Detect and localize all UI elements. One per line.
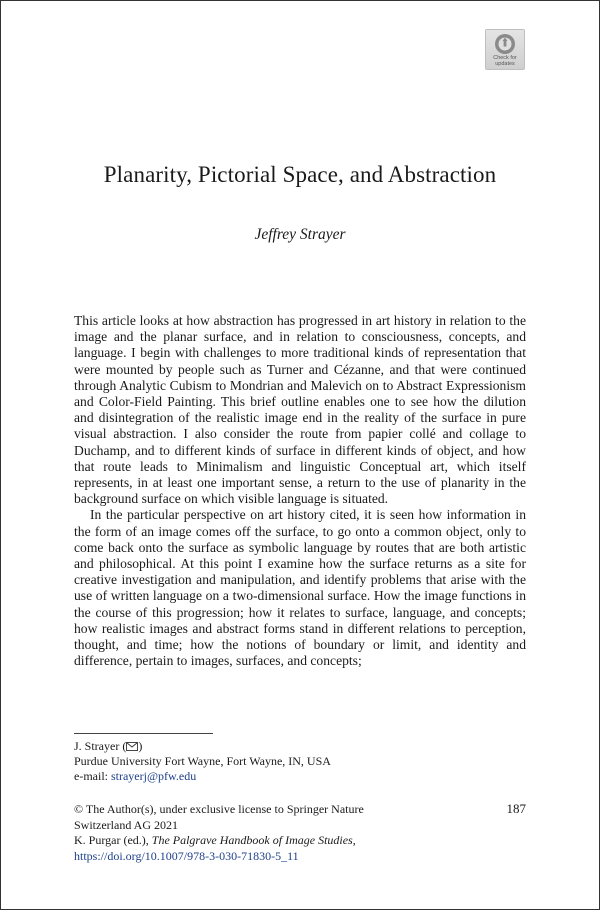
author-affiliation [74,739,414,784]
affiliation-institution: Purdue University Fort Wayne, Fort Wayne, IN, USA [74,754,331,768]
footnote-divider [74,733,213,734]
badge-text-line1: Check for [493,55,517,61]
affiliation-name-line [74,739,414,754]
abstract [74,313,526,669]
affiliation-name: J. Strayer ( [74,739,127,753]
citation-book-suffix: , [352,833,356,847]
check-updates-icon [494,33,516,55]
copyright-line-2: Switzerland AG 2021 [74,817,178,832]
citation-book-title: The Palgrave Handbook of Image Studies [151,833,353,847]
badge-text-line2: updates [495,61,515,67]
citation-line [74,833,454,849]
citation-editor: K. Purgar (ed.), [74,833,152,847]
abstract-paragraph-2: In the particular perspective on art history cited, it is seen how information in the form of an image comes off the surface, to go onto a common object, only to come back onto the surface as symbolic language by routes that are both artistic and philosophical. At this point I examine how the surface returns as a site for creative investigation and manipulation, and identify problems that arise with the use of written language on a two-dimensional surface. How the image functions in the course of this progression; how it relates to surface, language, and concepts; how realistic images and abstract forms stand in different relations to perception, thought, and time; how the notions of boundary or limit, and identity and difference, pertain to images, surfaces, and concepts; [74,507,526,669]
email-link[interactable]: strayerj@pfw.edu [110,769,197,783]
copyright-block [74,802,454,864]
author-name: Jeffrey Strayer [254,226,346,243]
doi-link[interactable]: https://doi.org/10.1007/978-3-030-71830-5_11 [74,848,299,863]
abstract-paragraph-1: This article looks at how abstraction has progressed in art history in relation to the image and the planar surface, and in relation to consciousness, concepts, and language. I begin with challenges to more traditional kinds of representation that were mounted by people such as Turner and Cézanne, and that were continued through Analytic Cubism to Mondrian and Malevich on to Abstract Expressionism and Color-Field Painting. This brief outline enables one to see how the dilution and disintegration of the realistic image end in the reality of the surface in pure visual abstraction. I also consider the route from papier collé and collage to Duchamp, and to different kinds of surface in different kinds of object, and how that route leads to Minimalism and linguistic Conceptual art, which itself represents, in at least one important sense, a return to the use of planarity in the background surface on which visible language is situated. [74,313,526,507]
affiliation-name-close: ) [138,739,143,753]
check-for-updates-badge[interactable] [485,29,525,70]
chapter-title: Planarity, Pictorial Space, and Abstraction [103,162,497,187]
envelope-icon[interactable] [126,742,138,751]
email-label: e-mail: [74,769,111,783]
page-number: 187 [506,801,526,816]
copyright-line-1: © The Author(s), under exclusive license to Springer Nature [74,802,364,816]
affiliation-email-line [74,769,414,784]
